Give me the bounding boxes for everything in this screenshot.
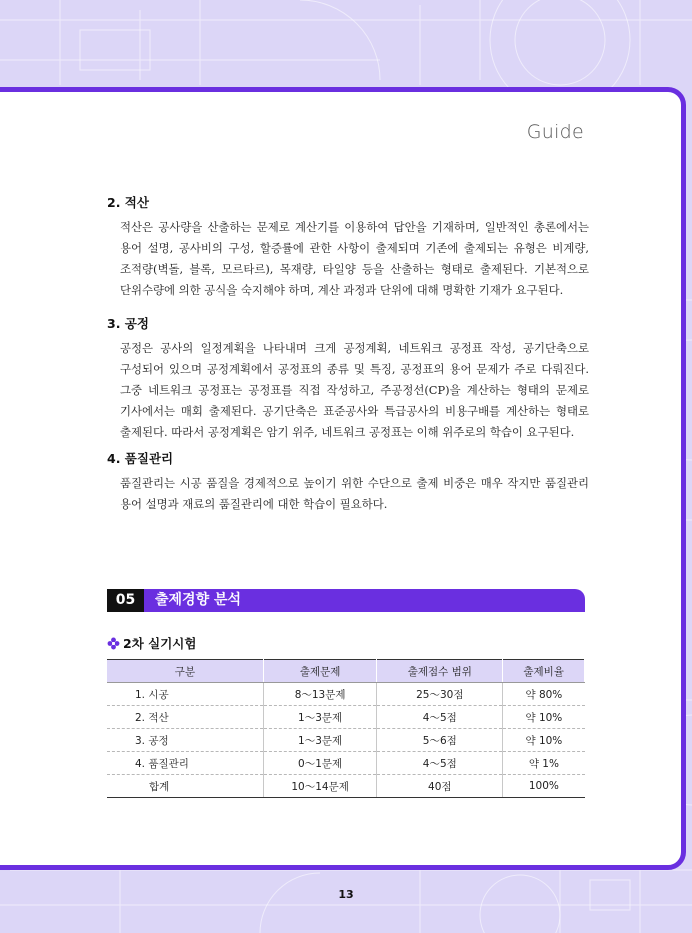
- table-cell: 3. 공정: [107, 729, 263, 752]
- exam-distribution-table: [107, 659, 585, 798]
- table-cell: 약 10%: [503, 729, 585, 752]
- section-body: 공정은 공사의 일정계획을 나타내며 크게 공정계획, 네트워크 공정표 작성, 공기단축으로 구성되어 있으며 공정계획에서 공정표의 종류 및 특징, 공정표의 용어 문제가 주로 다뤄진다. 그중 네트워크 공정표는 공정표를 직접 작성하고, 주공정선(CP)을 계산하는 형태의 문제로 기사에서는 매회 출제된다. 공기단축은 표준공사와 특급공사의 비용구배를 계산하는 형태로 출제된다. 따라서 공정계획은 암기 위주, 네트워크 공정표는 이해 위주로의 학습이 요구된다.: [120, 341, 589, 439]
- table-cell: 2. 적산: [107, 706, 263, 729]
- table-cell: 약 1%: [503, 752, 585, 775]
- table-row: [107, 752, 585, 775]
- section-heading: 2. 적산: [107, 195, 149, 210]
- section-body: 품질관리는 시공 품질을 경제적으로 높이기 위한 수단으로 출제 비중은 매우 작지만 품질관리 용어 설명과 재료의 품질관리에 대한 학습이 필요하다.: [120, 476, 589, 511]
- table-cell: 1～3문제: [263, 729, 376, 752]
- subheading-label: 2차 실기시험: [123, 636, 197, 651]
- guide-label: Guide: [526, 121, 584, 143]
- table-cell: 약 80%: [503, 683, 585, 706]
- subheading: [107, 636, 196, 652]
- table-cell: 1. 시공: [107, 683, 263, 706]
- table-total-row: [107, 775, 585, 798]
- table-cell: 25～30점: [377, 683, 503, 706]
- table-cell: 0～1문제: [263, 752, 376, 775]
- section-cost-estimation: [107, 193, 589, 301]
- section-body: 적산은 공사량을 산출하는 문제로 계산기를 이용하여 답안을 기재하며, 일반적인 총론에서는 용어 설명, 공사비의 구성, 할증률에 관한 사항이 출제되며 기존에 출제되는 유형은 비계량, 조적량(벽돌, 블록, 모르타르), 목재량, 타일양 등을 산출하는 형태로 출제된다. 기본적으로 단위수량에 의한 공식을 숙지해야 하며, 계산 과정과 단위에 대해 명확한 기재가 요구된다.: [120, 220, 589, 297]
- flower-bullet-icon: [107, 637, 120, 650]
- page-number: 13: [338, 888, 354, 901]
- table-cell: 5～6점: [377, 729, 503, 752]
- table-cell: 4. 품질관리: [107, 752, 263, 775]
- section-heading: 4. 품질관리: [107, 451, 174, 466]
- section-quality-control: [107, 449, 589, 515]
- section-schedule: [107, 314, 589, 443]
- table-cell: 합계: [107, 775, 263, 798]
- table-header-row: [107, 660, 585, 683]
- table-cell: 4～5점: [377, 706, 503, 729]
- table-row: [107, 729, 585, 752]
- table-row: [107, 706, 585, 729]
- column-header: 출제점수 범위: [377, 660, 503, 683]
- table-cell: 1～3문제: [263, 706, 376, 729]
- column-header: 출제문제: [263, 660, 376, 683]
- banner-title: 출제경향 분석: [155, 592, 242, 608]
- table-cell: 8～13문제: [263, 683, 376, 706]
- table-cell: 약 10%: [503, 706, 585, 729]
- column-header: 구분: [107, 660, 263, 683]
- section-heading: 3. 공정: [107, 316, 149, 331]
- table-cell: 10～14문제: [263, 775, 376, 798]
- table-row: [107, 683, 585, 706]
- banner-number: 05: [107, 589, 144, 612]
- table-cell: 100%: [503, 775, 585, 798]
- column-header: 출제비율: [503, 660, 585, 683]
- table-cell: 4～5점: [377, 752, 503, 775]
- table-cell: 40점: [377, 775, 503, 798]
- section-banner: [107, 589, 585, 612]
